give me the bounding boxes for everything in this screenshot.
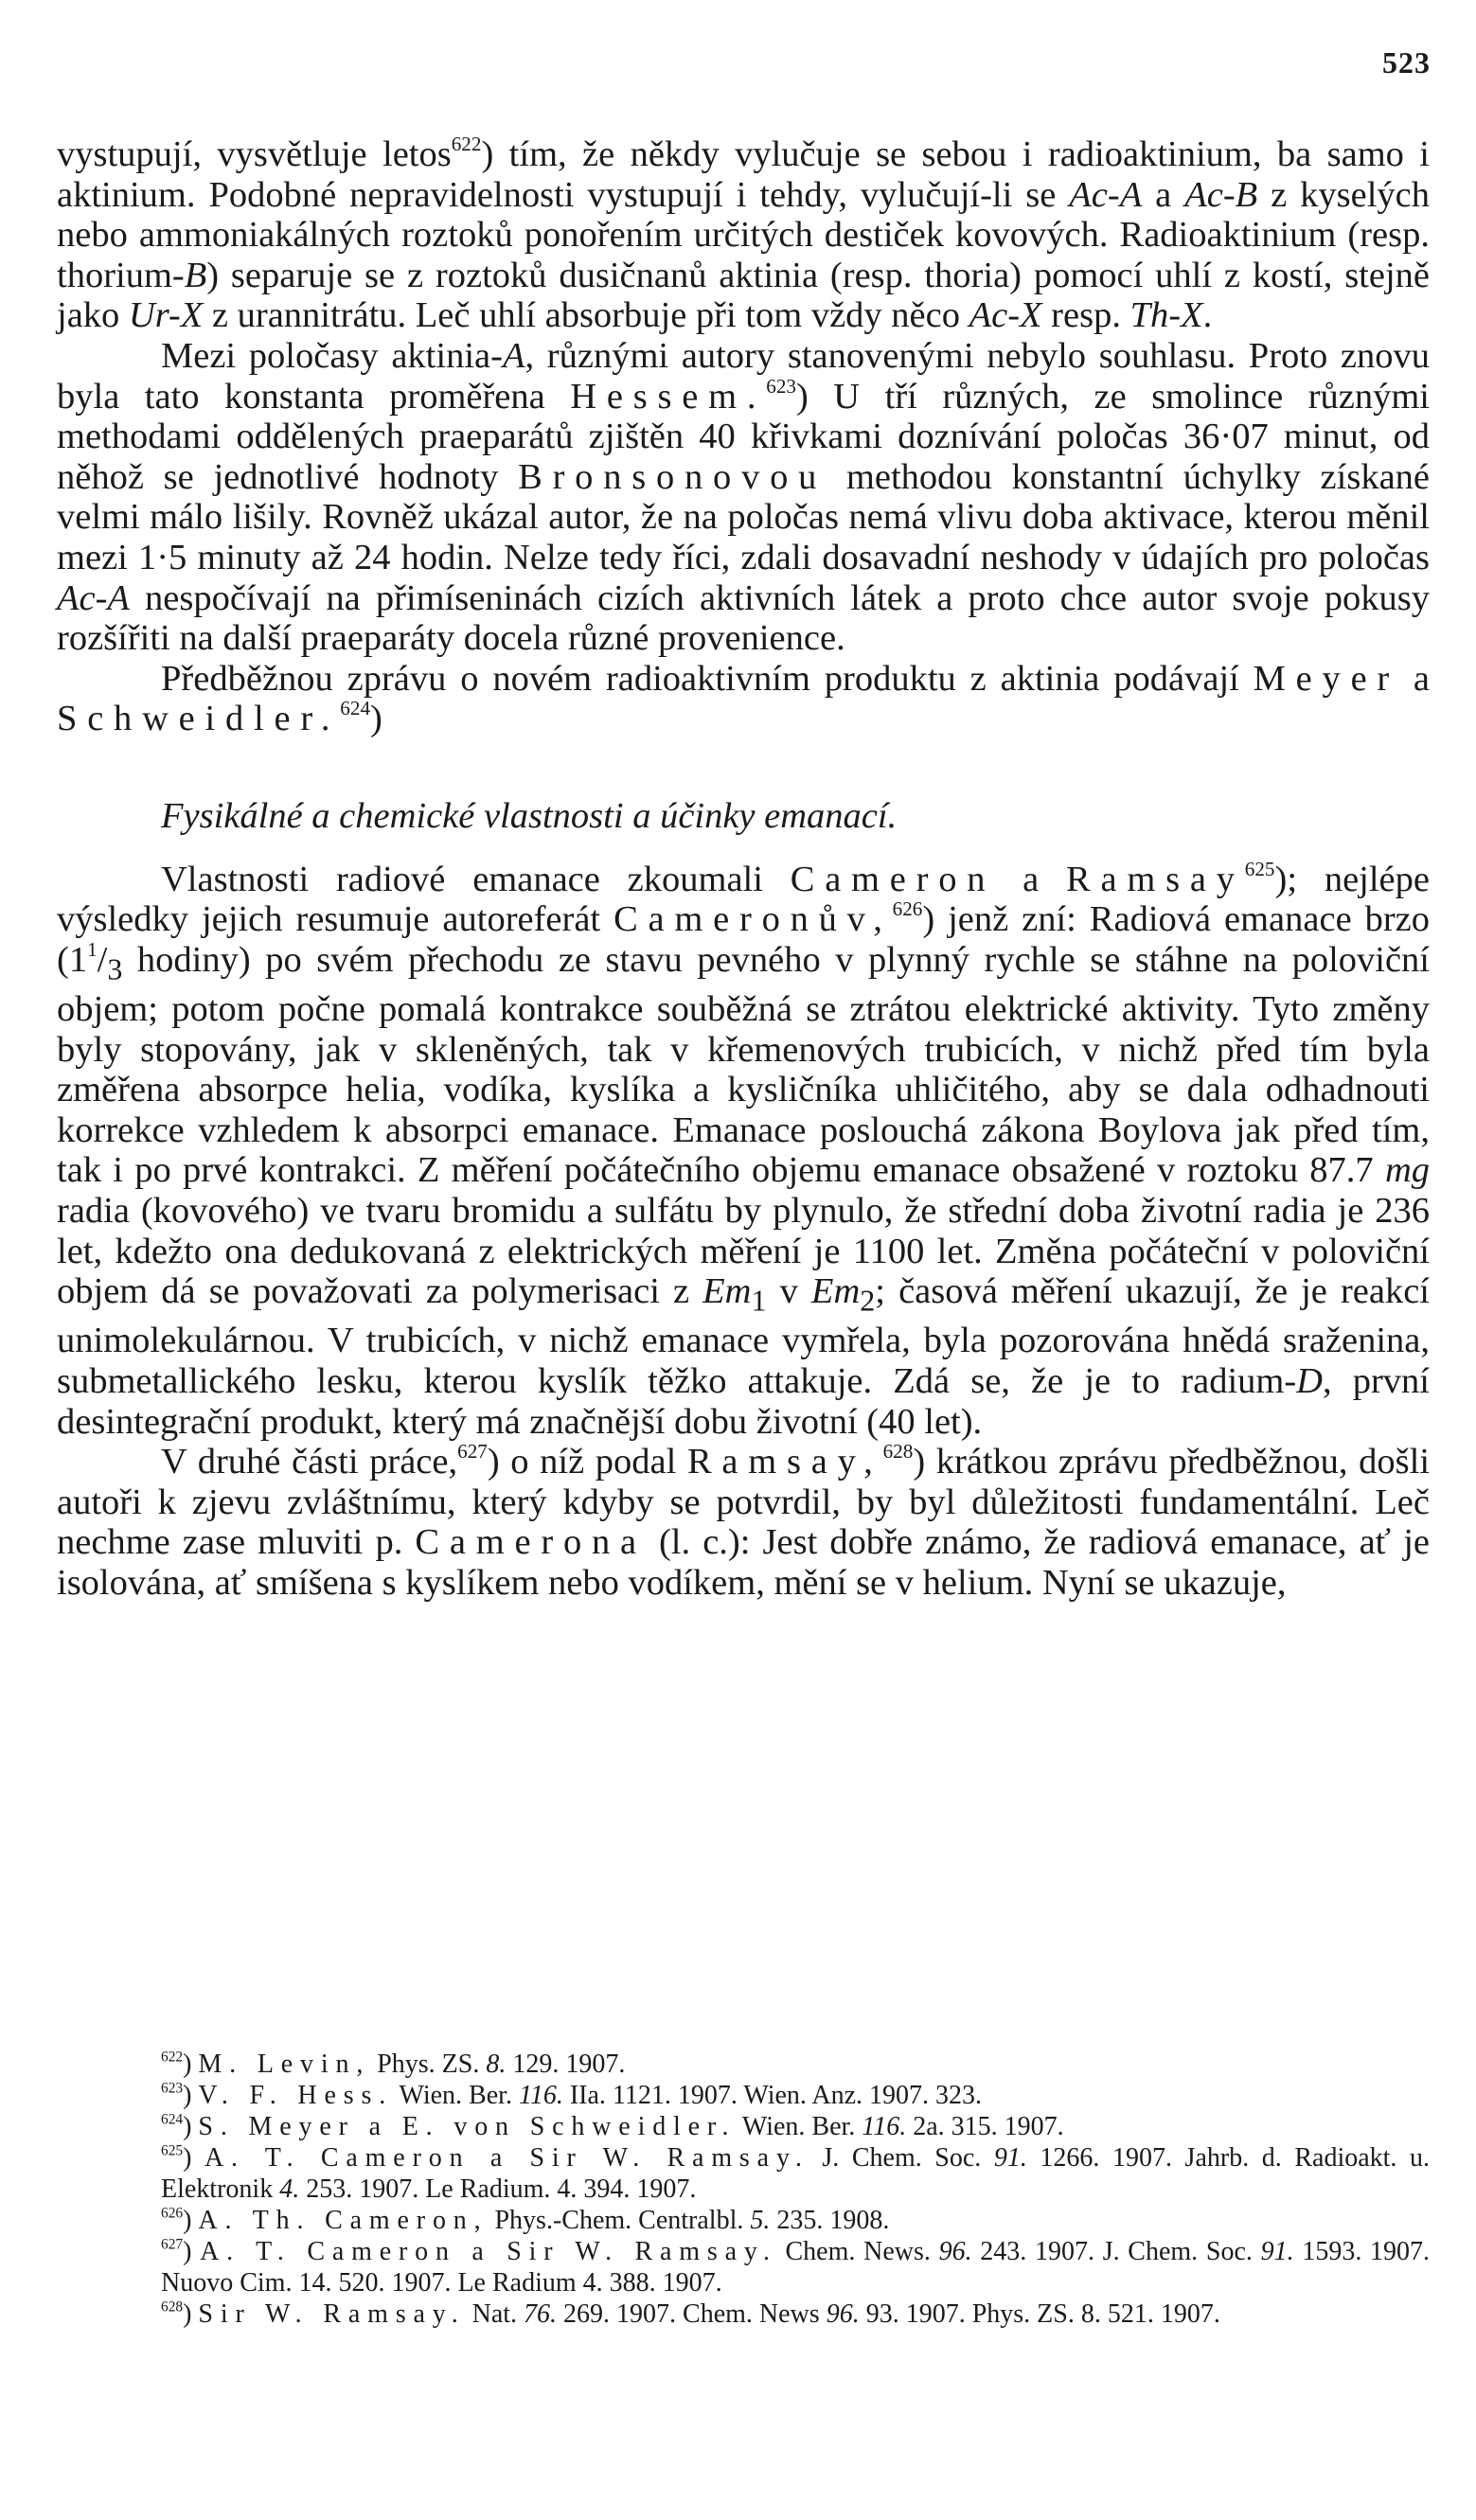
- author-name: Hessem.: [570, 376, 767, 417]
- text-run: ) separuje se z roztoků dusičnanů aktinia (resp. thoria) pomocí uhlí z kostí, stejně jako: [57, 255, 1430, 336]
- text-run: Chem. News.: [776, 2237, 939, 2266]
- footnote-number: 625: [161, 2142, 184, 2159]
- text-run: Nat.: [465, 2299, 525, 2329]
- text-run: IIa. 1121. 1907. Wien. Anz. 1907. 323.: [562, 2081, 983, 2110]
- footnote-number: 623: [161, 2080, 184, 2097]
- footnote-number: 624: [161, 2111, 184, 2128]
- text-run: a: [995, 859, 1067, 899]
- text-run: z urannitrátu. Leč uhlí absorbuje při tom vždy něco: [203, 295, 969, 336]
- footnote-number: 628: [161, 2298, 184, 2316]
- author-name: M. Levin,: [198, 2050, 371, 2079]
- body-text: [57, 134, 1430, 1604]
- footnote-ref[interactable]: 627: [457, 1440, 488, 1464]
- symbol: Ac-B: [1184, 174, 1258, 215]
- symbol: Th-X: [1129, 295, 1203, 336]
- text-run: Wien. Ber.: [736, 2112, 862, 2141]
- symbol: Ur-X: [128, 295, 204, 336]
- text-run: 243. 1907. J. Chem. Soc.: [971, 2237, 1261, 2266]
- footnote-622: [57, 2049, 1430, 2080]
- text-run: ) o níž podal: [487, 1442, 687, 1482]
- text-run: ) jenž zní: Radiová emanace brzo (1: [57, 899, 1430, 980]
- footnote-ref[interactable]: 625: [1244, 857, 1275, 880]
- footnote-ref[interactable]: 628: [882, 1440, 914, 1464]
- author-name: Cameronův,: [614, 899, 893, 940]
- text-run: .: [1202, 295, 1213, 336]
- symbol: Ac-A: [57, 577, 130, 618]
- volume: 116.: [862, 2112, 907, 2141]
- author-name: V. F. Hess.: [198, 2081, 394, 2110]
- text-run: Wien. Ber.: [393, 2081, 519, 2110]
- symbol: A: [502, 335, 525, 376]
- text-run: , různými autory stanovenými nebylo souhlasu. Proto znovu byla tato konstanta proměřena: [57, 335, 1430, 417]
- footnote-628: [57, 2298, 1430, 2330]
- text-run: ): [183, 2237, 201, 2266]
- footnote-625: [57, 2142, 1430, 2205]
- text-run: radia (kovového) ve tvaru bromidu a sulfátu by plynulo, že střední doba životní radia je 236 let, kdežto ona dedukovaná z elektrických měření je 1100 let. Změna počáteční v poloviční objem dá se považovati za polymerisaci z: [57, 1190, 1430, 1312]
- footnote-ref[interactable]: 623: [766, 374, 796, 398]
- text-run: 2a. 315. 1907.: [906, 2112, 1064, 2141]
- footnote-number: 622: [161, 2049, 184, 2066]
- text-run: Předběžnou zprávu o novém radioaktivním produktu z aktinia podávají: [161, 658, 1254, 699]
- footnote-number: 627: [161, 2236, 184, 2253]
- text-run: ): [370, 699, 382, 739]
- volume: 4.: [279, 2174, 300, 2204]
- text-run: vystupují, vysvětluje letos: [57, 134, 452, 174]
- text-run: V druhé části práce,: [161, 1442, 458, 1482]
- volume: 91.: [993, 2143, 1027, 2173]
- text-run: 93. 1907. Phys. ZS. 8. 521. 1907.: [859, 2299, 1220, 2329]
- text-run: 235. 1908.: [770, 2206, 890, 2235]
- volume: 96.: [826, 2299, 860, 2329]
- footnote-ref[interactable]: 626: [892, 897, 923, 921]
- author-name: A. T. Cameron a Sir W. Ramsay.: [200, 2237, 777, 2266]
- text-run: a: [1142, 174, 1185, 215]
- footnote-ref[interactable]: 624: [340, 697, 371, 720]
- paragraph-4: [57, 857, 1430, 1443]
- author-name: Bronsonovou: [518, 456, 827, 497]
- text-run: Phys. ZS.: [370, 2050, 487, 2079]
- author-name: Ramsay,: [686, 1442, 883, 1482]
- author-name: A. Th. Cameron,: [198, 2206, 489, 2235]
- footnote-number: 626: [161, 2205, 184, 2222]
- text-run: ); nejlépe výsledky jejich resumuje autoreferát: [57, 859, 1430, 940]
- paragraph-1: [57, 134, 1430, 336]
- text-run: resp.: [1041, 295, 1130, 336]
- volume: 91.: [1260, 2237, 1294, 2266]
- author-name: Schweidler.: [57, 699, 341, 739]
- volume: 8.: [486, 2050, 507, 2079]
- author-name: Ramsay: [1066, 859, 1245, 899]
- section-heading: Fysikálné a chemické vlastnosti a účinky emanací.: [161, 795, 898, 836]
- text-run: ; časová měření ukazují, že je reakcí unimolekulárnou. V trubicích, v nichž emanace vymřela, byla pozorována hnědá sraženina, submetallického lesku, kterou kyslík těžko attakuje. Zdá se, že je to radium-: [57, 1271, 1430, 1401]
- text-run: nespočívají na přimíseninách cizích aktivních látek a proto chce autor svoje pokusy rozšířiti na další praeparáty docela různé provenience.: [57, 577, 1430, 659]
- subscript: 1: [751, 1283, 767, 1318]
- text-run: a: [1399, 658, 1430, 699]
- unit: mg: [1384, 1150, 1430, 1191]
- author-name: A. T. Cameron a Sir W. Ramsay.: [204, 2143, 809, 2173]
- symbol: Ac-X: [969, 295, 1042, 336]
- text-run: ): [183, 2081, 199, 2110]
- text-run: J. Chem. Soc.: [809, 2143, 994, 2173]
- text-run: ) tím, že někdy vylučuje se sebou i radioaktinium, ba samo i aktinium. Podobné nepravidelnosti vystupují i tehdy, vylučují-li se: [57, 134, 1430, 215]
- text-run: 269. 1907. Chem. News: [557, 2299, 827, 2329]
- paragraph-5: [57, 1442, 1430, 1603]
- footnote-623: [57, 2080, 1430, 2111]
- text-run: ): [183, 2143, 205, 2173]
- volume: 116.: [518, 2081, 563, 2110]
- text-run: 1593. 1907. Nuovo Cim. 14. 520. 1907. Le Radium 4. 388. 1907.: [161, 2237, 1431, 2298]
- text-run: ): [183, 2112, 199, 2141]
- author-name: S. Meyer a E. von Schweidler.: [198, 2112, 737, 2141]
- fraction-denominator: 3: [107, 951, 123, 986]
- page-number: 523: [1382, 45, 1431, 80]
- symbol: Em: [810, 1271, 861, 1312]
- text-run: 253. 1907. Le Radium. 4. 394. 1907.: [299, 2174, 697, 2204]
- footnote-ref[interactable]: 622: [451, 133, 482, 156]
- footnote-627: [57, 2236, 1430, 2298]
- text-run: ): [183, 2050, 199, 2079]
- text-run: Mezi poločasy aktinia-: [161, 335, 503, 376]
- footnote-626: [57, 2205, 1430, 2236]
- text-run: 129. 1907.: [506, 2050, 626, 2079]
- text-run: ) U tří různých, ze smolince různými methodami oddělených praeparátů zjištěn 40 křivkami doznívání poločas 36·07 minut, od něhož se jednotlivé hodnoty: [57, 376, 1431, 497]
- symbol: Ac-A: [1069, 174, 1143, 215]
- volume: 96.: [938, 2237, 972, 2266]
- text-run: ) krátkou zprávu předběžnou, došli autoři k zjevu zvláštnímu, který kdyby se potvrdil, by byl důležitosti fundamentální. Leč nechme zase mluviti p.: [57, 1442, 1431, 1563]
- author-name: Sir W. Ramsay.: [198, 2299, 466, 2329]
- text-run: 1266. 1907. Jahrb. d. Radioakt. u. Elektronik: [161, 2143, 1430, 2204]
- symbol: B: [184, 255, 207, 295]
- text-run: /: [97, 939, 108, 980]
- text-run: z kyselých nebo ammoniakálných roztoků ponořením určitých destiček kovových. Radioaktinium (resp. thorium-: [57, 174, 1430, 295]
- author-name: Meyer: [1253, 658, 1400, 699]
- symbol: D: [1296, 1361, 1323, 1401]
- volume: 76.: [524, 2299, 558, 2329]
- paragraph-3: [57, 659, 1430, 739]
- subscript: 2: [860, 1283, 876, 1318]
- text-run: Vlastnosti radiové emanace zkoumali: [161, 859, 791, 899]
- volume: 5.: [750, 2206, 771, 2235]
- footnotes: [57, 2049, 1430, 2330]
- text-run: Phys.-Chem. Centralbl.: [488, 2206, 751, 2235]
- fraction-numerator: 1: [87, 937, 98, 961]
- text-run: ): [183, 2206, 199, 2235]
- text-run: hodiny) po svém přechodu ze stavu pevného v plynný rychle se stáhne na poloviční objem; potom počne pomalá kontrakce souběžná se ztrátou elektrické aktivity. Tyto změny byly stopovány, jak v skleněných, tak v křemenových trubicích, v nichž před tím byla změřena absorpce helia, vodíka, kyslíka a kysličníka uhličitého, aby se dala odhadnouti korrekce vzhledem k absorpci emanace. Emanace poslouchá zákona Boylova jak před tím, tak i po prvé kontrakci. Z měření počátečního objemu emanace obsažené v roztoku 87.7: [57, 939, 1430, 1191]
- symbol: Em: [702, 1271, 752, 1312]
- paragraph-2: [57, 336, 1430, 659]
- author-name: Cameron: [790, 859, 996, 899]
- footnote-624: [57, 2111, 1430, 2142]
- text-run: , první desintegrační produkt, který má značnější dobu životní (40 let).: [57, 1361, 1430, 1442]
- author-name: Camerona: [415, 1522, 647, 1563]
- text-run: methodou konstantní úchylky získané velmi málo lišily. Rovněž ukázal autor, že na poločas nemá vlivu doba aktivace, kterou měnil mezi 1·5 minuty až 24 hodin. Nelze tedy říci, zdali dosavadní neshody v údajích pro poločas: [57, 456, 1431, 577]
- text-run: (l. c.): Jest dobře známo, že radiová emanace, ať je isolována, ať smíšena s kyslíkem nebo vodíkem, mění se v helium. Nyní se ukazuje,: [57, 1522, 1430, 1603]
- text-run: v: [766, 1271, 811, 1312]
- text-run: ): [183, 2299, 199, 2329]
